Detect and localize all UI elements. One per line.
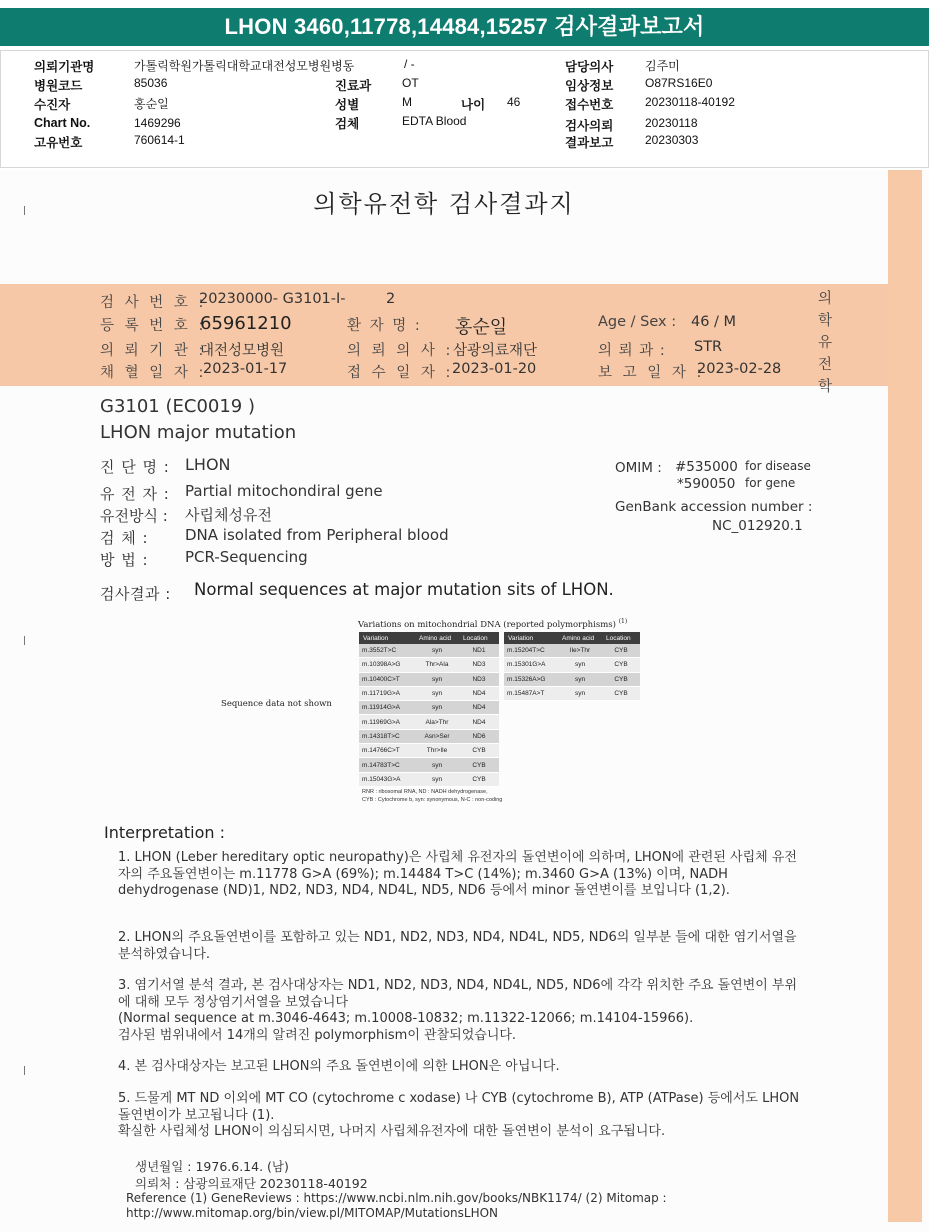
unique-no-value: 760614-1 [134, 133, 185, 147]
referrer: 의뢰처 : 삼광의료재단 20230118-40192 [135, 1176, 368, 1191]
amino-acid-cell: syn [415, 686, 459, 700]
location-cell: ND4 [459, 701, 499, 715]
amino-acid-cell: syn [415, 672, 459, 686]
table-row [359, 686, 499, 700]
test-name: LHON major mutation [100, 422, 297, 443]
col-header-location: Location [602, 632, 640, 644]
amino-acid-cell: syn [415, 701, 459, 715]
location-cell: CYB [602, 686, 640, 700]
interpretation-item-5 [118, 1091, 808, 1141]
specimen-type-value: DNA isolated from Peripheral blood [185, 526, 449, 544]
reg-no-value: 65961210 [200, 313, 292, 334]
variation-cell: m.14766C>T [359, 744, 415, 758]
location-cell: ND3 [459, 672, 499, 686]
reference-line-1: Reference (1) GeneReviews : https://www.ncbi.nlm.nih.gov/books/NBK1174/ (2) Mitomap : [126, 1191, 667, 1205]
ward-value: / - [404, 57, 415, 71]
interpretation-text: 3. 염기서열 분석 결과, 본 검사대상자는 ND1, ND2, ND3, ND4, ND4L, ND5, ND6에 각각 위치한 주요 돌연변이 부위에 대해 모두 정상염기서열을 보였습니다 [118, 978, 798, 1010]
variation-cell: m.15326A>G [504, 672, 558, 686]
report-banner-title: LHON 3460,11778,14484,15257 검사결과보고서 [0, 8, 929, 46]
location-cell: ND4 [459, 686, 499, 700]
right-margin-strip [888, 170, 922, 1222]
margin-tick [24, 1066, 25, 1075]
table-row [359, 729, 499, 743]
variations-title-text: Variations on mitochondrial DNA (reported polymorphisms) [358, 619, 616, 630]
sequence-data-note: Sequence data not shown [221, 699, 332, 709]
patient-value: 홍순일 [134, 97, 169, 111]
location-cell: ND4 [459, 715, 499, 729]
req-institution-value: 가톨릭학원가톨릭대학교대전성모병원병동 [134, 59, 355, 73]
variation-cell: m.11719G>A [359, 686, 415, 700]
variations-title [358, 618, 627, 630]
interpretation-text: (Normal sequence at m.3046-4643; m.10008-10832; m.11322-12066; m.14104-15966). [118, 1011, 694, 1026]
table-row [504, 658, 640, 672]
location-cell: CYB [602, 672, 640, 686]
receive-date-label: 접 수 일 자 : [347, 365, 454, 381]
amino-acid-cell: syn [415, 758, 459, 772]
table-row [359, 772, 499, 786]
location-cell: CYB [459, 772, 499, 786]
table-row [504, 686, 640, 700]
omim-gene-no: *590050 [677, 476, 736, 492]
amino-acid-cell: Thr>Ile [415, 744, 459, 758]
vertical-dept-label: 의학유전학 [817, 291, 832, 395]
receipt-no-label: 접수번호 [565, 98, 614, 112]
genbank-label: GenBank accession number : [615, 499, 813, 515]
ref-doctor-label: 의 뢰 의 사 : [347, 343, 454, 359]
result-report-label: 결과보고 [565, 136, 614, 150]
collect-date-value: 2023-01-17 [203, 361, 288, 377]
genbank-value: NC_012920.1 [712, 518, 803, 534]
amino-acid-cell: syn [415, 644, 459, 658]
amino-acid-cell: Asn>Ser [415, 729, 459, 743]
hospital-code-value: 85036 [134, 76, 168, 90]
location-cell: CYB [602, 658, 640, 672]
ref-dept-label: 의 뢰 과 : [598, 343, 666, 359]
age-sex-label: Age / Sex : [598, 314, 677, 330]
doctor-label: 담당의사 [565, 60, 614, 74]
specimen-label: 검체 [335, 117, 360, 131]
table-row [504, 644, 640, 658]
variation-cell: m.11914G>A [359, 701, 415, 715]
variation-cell: m.3552T>C [359, 644, 415, 658]
variation-cell: m.14783T>C [359, 758, 415, 772]
receive-date-value: 2023-01-20 [452, 361, 537, 377]
interpretation-text: 2. LHON의 주요돌연변이를 포함하고 있는 ND1, ND2, ND3, ND4, ND4L, ND5, ND6의 일부분 들에 대한 염기서열을 분석하였습니다. [118, 930, 797, 962]
col-header-location: Location [459, 632, 499, 644]
variation-cell: m.10398A>G [359, 658, 415, 672]
diagnosis-value: LHON [185, 455, 231, 474]
interpretation-text: 5. 드물게 MT ND 이외에 MT CO (cytochrome c xodase) 나 CYB (cytochrome B), ATP (ATPase) 등에서도 LHON 돌연변이가 보고됩니다 (1). [118, 1091, 800, 1123]
amino-acid-cell: syn [558, 672, 602, 686]
unique-no-label: 고유번호 [34, 136, 83, 150]
interpretation-item-1 [118, 850, 808, 900]
table-footnote-1: RNR : ribosomal RNA, ND : NADH dehydrogenase, [362, 789, 488, 795]
table-row [359, 701, 499, 715]
omim-disease-text: for disease [745, 459, 811, 473]
patient-name-value: 홍순일 [455, 317, 508, 338]
omim-label: OMIM : [615, 460, 662, 476]
interpretation-text: 확실한 사립체성 LHON이 의심되시면, 나머지 사립체유전자에 대한 돌연변이 분석이 요구됩니다. [118, 1124, 666, 1139]
ref-institution-label: 의 뢰 기 관 : [100, 343, 207, 359]
report-date-value: 2023-02-28 [697, 361, 782, 377]
inheritance-value: 사립체성유전 [185, 506, 272, 524]
variation-cell: m.11969G>A [359, 715, 415, 729]
interpretation-text: 검사된 범위내에서 14개의 알려진 polymorphism이 관찰되었습니다. [118, 1027, 517, 1043]
variation-cell: m.15301G>A [504, 658, 558, 672]
gene-value: Partial mitochondiral gene [185, 482, 383, 500]
amino-acid-cell: syn [558, 658, 602, 672]
interpretation-text: 1. LHON (Leber hereditary optic neuropathy)은 사립체 유전자의 돌연변이에 의하며, LHON에 관련된 사립체 유전자의 주요돌연변이는 m.11778 G>A (69%); m.14484 T>C (14%); m.3460 G>A (13%) 이며, NADH dehydrogenase (ND)1, ND2, ND3, ND4, ND4L, ND5, ND6 등에서 minor 돌연변이를 보입니다 (1,2). [118, 850, 797, 898]
gene-label: 유 전 자 : [100, 485, 170, 503]
col-header-amino-acid: Amino acid [415, 632, 459, 644]
age-sex-value: 46 / M [691, 314, 737, 330]
interpretation-title: Interpretation : [104, 823, 225, 842]
variation-cell: m.10400C>T [359, 672, 415, 686]
method-value: PCR-Sequencing [185, 548, 308, 566]
location-cell: CYB [602, 644, 640, 658]
variation-cell: m.15043G>A [359, 772, 415, 786]
variation-cell: m.15487A>T [504, 686, 558, 700]
amino-acid-cell: syn [415, 772, 459, 786]
reference-line-2: http://www.mitomap.org/bin/view.pl/MITOMAP/MutationsLHON [126, 1206, 499, 1220]
test-no-value: 20230000- G3101-I- [199, 291, 346, 307]
collect-date-label: 채 혈 일 자 : [100, 365, 207, 381]
table-row [359, 744, 499, 758]
test-no-suffix: 2 [386, 291, 396, 307]
sex-label: 성별 [335, 98, 360, 112]
test-request-label: 검사의뢰 [565, 119, 614, 133]
variations-table-left [359, 632, 499, 787]
document-title: 의학유전학 검사결과지 [313, 190, 575, 218]
patient-label: 수진자 [34, 98, 71, 112]
amino-acid-cell: Ala>Thr [415, 715, 459, 729]
birth-date: 생년월일 : 1976.6.14. (남) [135, 1159, 289, 1174]
table-row [504, 672, 640, 686]
reg-no-label: 등 록 번 호 : [100, 318, 207, 334]
dept-label: 진료과 [335, 79, 372, 93]
table-row [359, 672, 499, 686]
req-institution-label: 의뢰기관명 [34, 60, 95, 74]
location-cell: CYB [459, 744, 499, 758]
amino-acid-cell: syn [558, 686, 602, 700]
patient-name-label: 환 자 명 : [347, 318, 422, 334]
specimen-type-label: 검 체 : [100, 529, 149, 547]
clinical-info-label: 임상정보 [565, 79, 614, 93]
variations-table-right [504, 632, 640, 701]
col-header-amino-acid: Amino acid [558, 632, 602, 644]
ref-institution-value: 대전성모병원 [200, 343, 285, 359]
diagnosis-label: 진 단 명 : [100, 458, 170, 476]
interpretation-item-2 [118, 930, 808, 963]
receipt-no-value: 20230118-40192 [645, 95, 735, 109]
interpretation-text: 4. 본 검사대상자는 보고된 LHON의 주요 돌연변이에 의한 LHON은 아닙니다. [118, 1059, 560, 1074]
omim-disease-no: #535000 [675, 459, 738, 475]
location-cell: ND1 [459, 644, 499, 658]
chart-no-value: 1469296 [134, 116, 181, 130]
variations-title-sup: (1) [618, 618, 628, 625]
test-code: G3101 (EC0019 ) [100, 396, 255, 417]
ref-doctor-value: 삼광의료재단 [453, 343, 538, 359]
inheritance-label: 유전방식 : [100, 507, 168, 525]
hospital-code-label: 병원코드 [34, 79, 83, 93]
specimen-value: EDTA Blood [402, 114, 467, 128]
sex-value: M [402, 95, 412, 109]
col-header-variation: Variation [504, 632, 558, 644]
location-cell: CYB [459, 758, 499, 772]
table-row [359, 715, 499, 729]
table-footnote-2: CYB : Cytochrome b, syn: synonymous, N-C : non-coding [362, 797, 503, 803]
chart-no-label: Chart No. [34, 116, 91, 130]
doctor-value: 김주미 [645, 59, 680, 73]
result-summary: Normal sequences at major mutation sits of LHON. [194, 580, 614, 599]
test-request-value: 20230118 [645, 116, 698, 130]
table-row [359, 658, 499, 672]
amino-acid-cell: Ile>Thr [558, 644, 602, 658]
method-label: 방 법 : [100, 551, 149, 569]
result-report-value: 20230303 [645, 133, 699, 147]
clinical-info-value: O87RS16E0 [645, 76, 713, 90]
test-no-label: 검 사 번 호 : [100, 295, 207, 311]
interpretation-item-4 [118, 1059, 808, 1076]
result-label: 검사결과 : [100, 585, 171, 603]
variation-cell: m.14318T>C [359, 729, 415, 743]
ref-dept-value: STR [694, 339, 723, 355]
variation-cell: m.15204T>C [504, 644, 558, 658]
location-cell: ND6 [459, 729, 499, 743]
omim-gene-text: for gene [745, 476, 796, 490]
margin-tick [24, 636, 25, 645]
age-value: 46 [507, 95, 521, 109]
table-row [359, 758, 499, 772]
report-date-label: 보 고 일 자 : [598, 365, 705, 381]
table-row [359, 644, 499, 658]
age-label: 나이 [461, 98, 486, 112]
col-header-variation: Variation [359, 632, 415, 644]
amino-acid-cell: Thr>Ala [415, 658, 459, 672]
dept-value: OT [402, 76, 419, 90]
interpretation-item-3 [118, 978, 808, 1044]
location-cell: ND3 [459, 658, 499, 672]
